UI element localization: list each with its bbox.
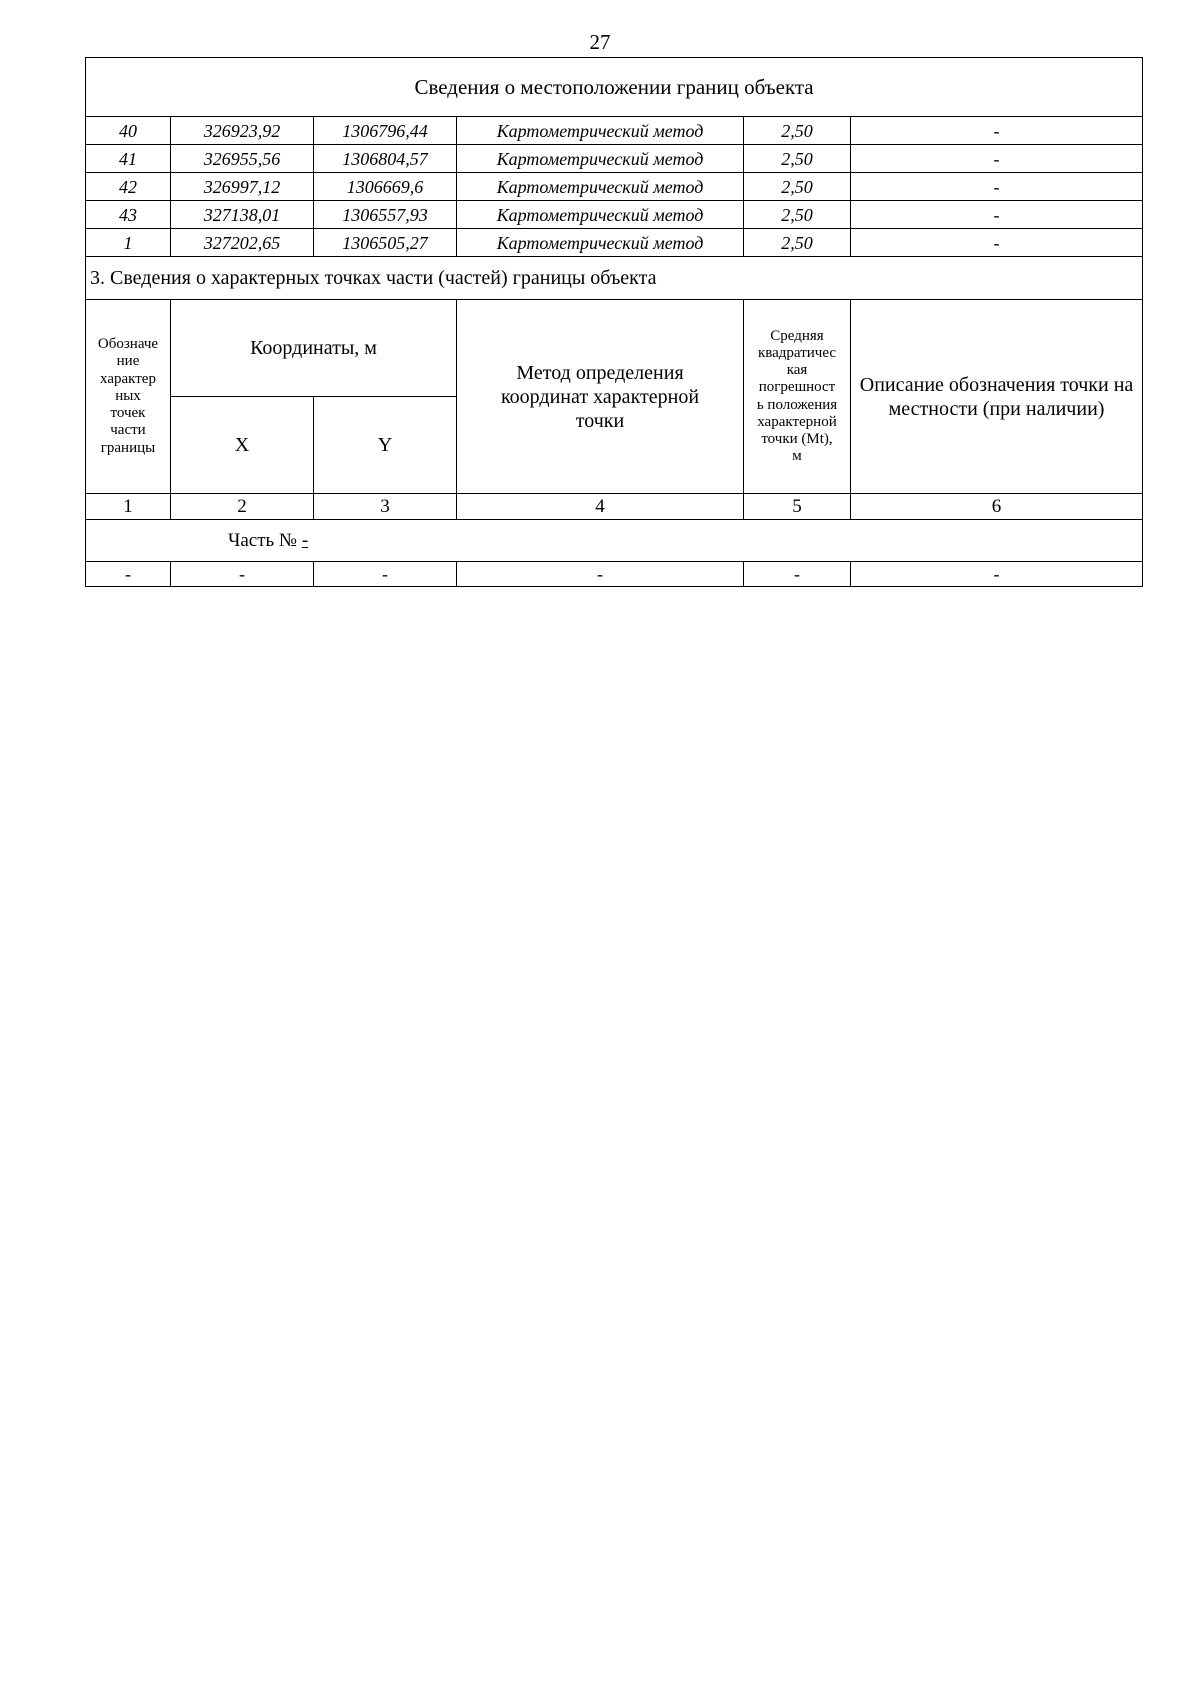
point-number: 41 (86, 145, 171, 173)
coord-y: 1306669,6 (314, 173, 457, 201)
page-number: 27 (589, 30, 611, 54)
point-number: 40 (86, 117, 171, 145)
part-value: - (301, 529, 309, 551)
empty-cell: - (314, 562, 457, 587)
mean-error: 2,50 (744, 117, 851, 145)
point-number: 1 (86, 229, 171, 257)
method: Картометрический метод (457, 117, 744, 145)
column-number: 2 (171, 494, 314, 520)
coord-y: 1306796,44 (314, 117, 457, 145)
coord-x: 327138,01 (171, 201, 314, 229)
method: Картометрический метод (457, 173, 744, 201)
section-title-row (86, 257, 1143, 300)
point-description: - (851, 201, 1143, 229)
table-row (86, 562, 1143, 587)
header-coordinates: Координаты, м (171, 300, 457, 397)
coord-y: 1306505,27 (314, 229, 457, 257)
table-row (86, 145, 1143, 173)
mean-error: 2,50 (744, 145, 851, 173)
point-description: - (851, 229, 1143, 257)
empty-cell: - (171, 562, 314, 587)
boundary-table (85, 57, 1143, 587)
header-mean-error: Средняя квадратичес кая погрешност ь положения характерной точки (Mt), м (744, 300, 851, 494)
coord-y: 1306557,93 (314, 201, 457, 229)
column-number: 5 (744, 494, 851, 520)
method: Картометрический метод (457, 229, 744, 257)
section-title: 3. Сведения о характерных точках части (частей) границы объекта (86, 257, 1143, 300)
part-label-cell (86, 520, 1143, 562)
point-description: - (851, 173, 1143, 201)
part-label: Часть № (228, 529, 298, 551)
point-description: - (851, 117, 1143, 145)
header-row (86, 300, 1143, 397)
header-description-text: Описание обозначения точки на местности (при наличии) (859, 373, 1134, 420)
empty-cell: - (457, 562, 744, 587)
column-numbers-row (86, 494, 1143, 520)
empty-cell: - (744, 562, 851, 587)
header-method (457, 300, 744, 494)
mean-error: 2,50 (744, 173, 851, 201)
mean-error: 2,50 (744, 229, 851, 257)
coord-x: 326955,56 (171, 145, 314, 173)
point-number: 43 (86, 201, 171, 229)
empty-cell: - (851, 562, 1143, 587)
table-title-row (86, 58, 1143, 117)
method: Картометрический метод (457, 145, 744, 173)
point-number: 42 (86, 173, 171, 201)
column-number: 1 (86, 494, 171, 520)
header-method-text: Метод определения координат характерной точки (500, 361, 700, 432)
mean-error: 2,50 (744, 201, 851, 229)
header-x: X (171, 397, 314, 494)
part-row (86, 520, 1143, 562)
empty-cell: - (86, 562, 171, 587)
table-row (86, 229, 1143, 257)
point-description: - (851, 145, 1143, 173)
header-y: Y (314, 397, 457, 494)
header-point-designation: Обозначе ние характер ных точек части границы (86, 300, 171, 494)
table-row (86, 117, 1143, 145)
coord-x: 326997,12 (171, 173, 314, 201)
table-title: Сведения о местоположении границ объекта (86, 58, 1143, 117)
coord-x: 327202,65 (171, 229, 314, 257)
coord-y: 1306804,57 (314, 145, 457, 173)
table-row (86, 201, 1143, 229)
coord-x: 326923,92 (171, 117, 314, 145)
column-number: 3 (314, 494, 457, 520)
table-row (86, 173, 1143, 201)
column-number: 4 (457, 494, 744, 520)
header-description (851, 300, 1143, 494)
method: Картометрический метод (457, 201, 744, 229)
column-number: 6 (851, 494, 1143, 520)
